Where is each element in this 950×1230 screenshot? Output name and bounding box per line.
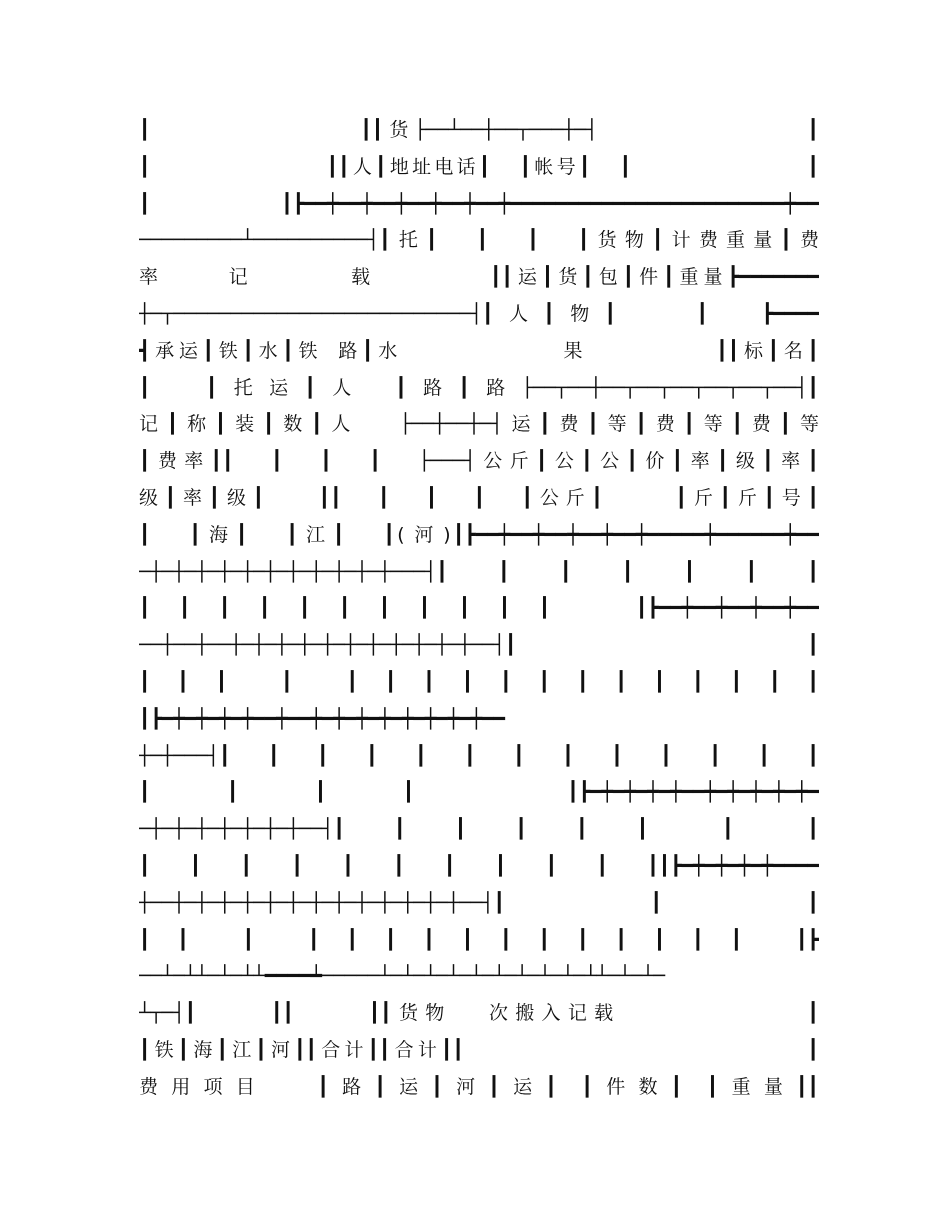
text-line: ─┼─┼─┼─┼─┼─┼─┼─┼─┼─┼─┼───┤┃ ┃ ┃ ┃ ┃ ┃ ┃ (139, 560, 819, 583)
text-line: ─┼─┼─┼─┼─┼─┼─┼──┤┃ ┃ ┃ ┃ ┃ ┃ ┃ ┃ (139, 818, 819, 841)
text-line: 费用项目 ┃路┃运┃河┃运┃ ┃件数┃ ┃重量┃┃ (139, 1075, 819, 1098)
text-line: ┼─┬──────────────────────────┤┃人┃物┃ ┃ ┣━━━━ (139, 302, 819, 325)
text-line: ┃┣━┿━┿━┿━┿━━┿━━┿━┿━┿━┿━┿━┿━┿━┿━━ (139, 707, 506, 730)
text-line: ┃ ┃ ┃ ┃ ┃┣━┿━┿━┿━┿━━┿━┿━┿━┿━┿━ (139, 781, 819, 804)
text-line: ─────────┴──────────┤┃托┃ ┃ ┃ ┃货物┃计费重量┃费 (139, 229, 819, 252)
text-line: ┃ ┃海┃ ┃江┃ ┃(河)┃┣━━┿━━┿━━┿━━┿━━┿━━━━━┿━━━━━━┿━━ (139, 523, 819, 546)
text-line: ──┴─┴┴─┴─┴┴━━━━┷─────┴─┴─┴─┴─┴─┴─┴─┴─┴─┴┴─┴─┴─ (139, 965, 666, 988)
text-line: ┃ ┃┣━━┿━━┿━━┿━━┿━━┿━━┿━━━━━━━━━━━━━━━━━━━━━━━━┿━━ (139, 192, 819, 215)
text-line: ┃铁┃海┃江┃河┃┃合计┃┃合计┃┃ ┃ (139, 1038, 819, 1061)
text-line: ┴┬─┤┃ ┃┃ ┃┃货物 次搬入记载 ┃ (139, 1002, 819, 1025)
text-line: ──┼──┼──┼─┼─┼─┼─┼─┼─┼─┼─┼─┼─┼──┤┃ ┃ (139, 634, 819, 657)
text-line: ┃ ┃ ┃ ┃ ┃ ┃ ┃ ┃ ┃ ┃ ┃ ┃ ┃ ┃ ┃ ┃ ┃ (139, 670, 819, 693)
text-line: ┼─┼───┤┃ ┃ ┃ ┃ ┃ ┃ ┃ ┃ ┃ ┃ ┃ ┃ ┃ (139, 744, 819, 767)
text-line: ┃ ┃ ┃ ┃ ┃ ┃ ┃ ┃ ┃ ┃ ┃┃┣━┿━┿━┿━┿━━━━ (139, 854, 819, 877)
text-line: 率 记 载 ┃┃运┃货┃包┃件┃重量┣━━━━━━━ (139, 266, 819, 289)
text-line: 级┃率┃级┃ ┃┃ ┃ ┃ ┃ ┃公斤┃ ┃斤┃斤┃号┃ (139, 486, 819, 509)
text-line: ┫承运┃铁┃水┃铁 路┃水 果 ┃┃标┃名┃ (139, 339, 819, 362)
text-line: ┃ ┃托运┃人 ┃路┃路├──┬──┼──┬──┬──┬──┬──┬──┤┃ (139, 376, 819, 399)
table-text-block (139, 112, 819, 1106)
text-line: ┃ ┃┃人┃地址电话┃ ┃帐号┃ ┃ ┃ (139, 155, 819, 178)
text-line: 记┃称┃装┃数┃人 ├──┼──┼─┤运┃费┃等┃费┃等┃费┃等 (139, 413, 819, 436)
text-line: ┃费率┃┃ ┃ ┃ ┃ ├───┤公斤┃公┃公┃价┃率┃级┃率┃ (139, 450, 819, 473)
text-line: ┃ ┃ ┃ ┃ ┃ ┃ ┃ ┃ ┃ ┃ ┃ ┃┣━━┿━━┿━━┿━━┿━━ (139, 597, 819, 620)
text-line: ┼──┼─┼─┼─┼─┼─┼─┼─┼─┼─┼─┼─┼─┼──┤┃ ┃ ┃ (139, 891, 819, 914)
text-line: ┃ ┃┃货├──┴──┼──┬───┼─┤ ┃ (139, 119, 819, 141)
text-line: ┃ ┃ ┃ ┃ ┃ ┃ ┃ ┃ ┃ ┃ ┃ ┃ ┃ ┃ ┃ ┃┣ (139, 928, 819, 951)
